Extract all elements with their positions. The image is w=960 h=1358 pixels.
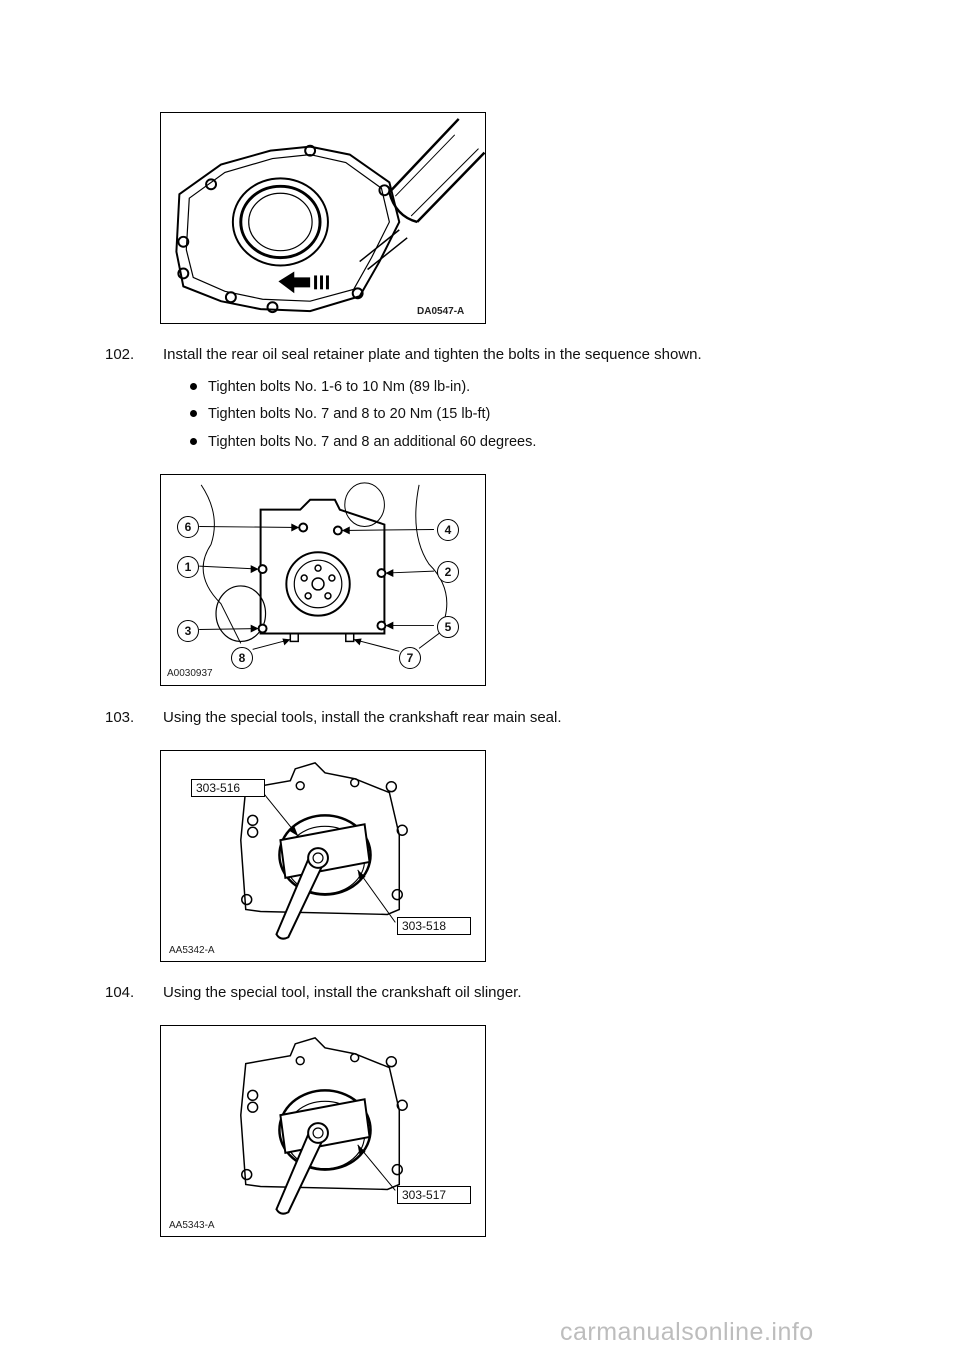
- bolt-callout-3: 3: [177, 620, 199, 642]
- step-number: 104.: [105, 984, 135, 1001]
- bullet-text: Tighten bolts No. 7 and 8 to 20 Nm (15 lb-ft): [208, 406, 491, 422]
- bullet-text: Tighten bolts No. 1-6 to 10 Nm (89 lb-in).: [208, 379, 471, 395]
- step-number: 103.: [105, 709, 135, 726]
- figure-bolt-sequence: [160, 474, 486, 686]
- bullet-item: [190, 433, 536, 451]
- step-number: 102.: [105, 346, 135, 363]
- bullet-item: [190, 378, 470, 396]
- bolt-callout-2: 2: [437, 561, 459, 583]
- bolt-callout-1: 1: [177, 556, 199, 578]
- retainer-plate-illustration: [161, 113, 485, 323]
- step-104: [105, 984, 522, 1002]
- bolt-sequence-illustration: [161, 475, 485, 685]
- figure-rear-main-seal: [160, 750, 486, 962]
- step-102: [105, 346, 702, 364]
- step-text: Install the rear oil seal retainer plate and tighten the bolts in the sequence shown.: [163, 346, 702, 363]
- step-103: [105, 709, 562, 727]
- figure-retainer-plate-install: [160, 112, 486, 324]
- bullet-icon: [190, 383, 197, 390]
- bullet-icon: [190, 410, 197, 417]
- figure-code: DA0547-A: [417, 306, 465, 317]
- bullet-item: [190, 405, 490, 423]
- bullet-text: Tighten bolts No. 7 and 8 an additional 60 degrees.: [208, 434, 537, 450]
- tool-label-303-516: 303-516: [191, 779, 265, 797]
- bolt-callout-4: 4: [437, 519, 459, 541]
- figure-code: AA5342-A: [169, 945, 215, 956]
- step-text: Using the special tool, install the crankshaft oil slinger.: [163, 984, 522, 1001]
- bolt-callout-7: 7: [399, 647, 421, 669]
- tool-label-303-517: 303-517: [397, 1186, 471, 1204]
- bullet-icon: [190, 438, 197, 445]
- bolt-callout-5: 5: [437, 616, 459, 638]
- tool-label-303-518: 303-518: [397, 917, 471, 935]
- bolt-callout-8: 8: [231, 647, 253, 669]
- watermark: carmanualsonline.info: [560, 1318, 814, 1346]
- figure-code: A0030937: [167, 668, 213, 679]
- figure-oil-slinger: [160, 1025, 486, 1237]
- oil-slinger-illustration: [161, 1026, 485, 1236]
- bolt-callout-6: 6: [177, 516, 199, 538]
- step-text: Using the special tools, install the crankshaft rear main seal.: [163, 709, 562, 726]
- figure-code: AA5343-A: [169, 1220, 215, 1231]
